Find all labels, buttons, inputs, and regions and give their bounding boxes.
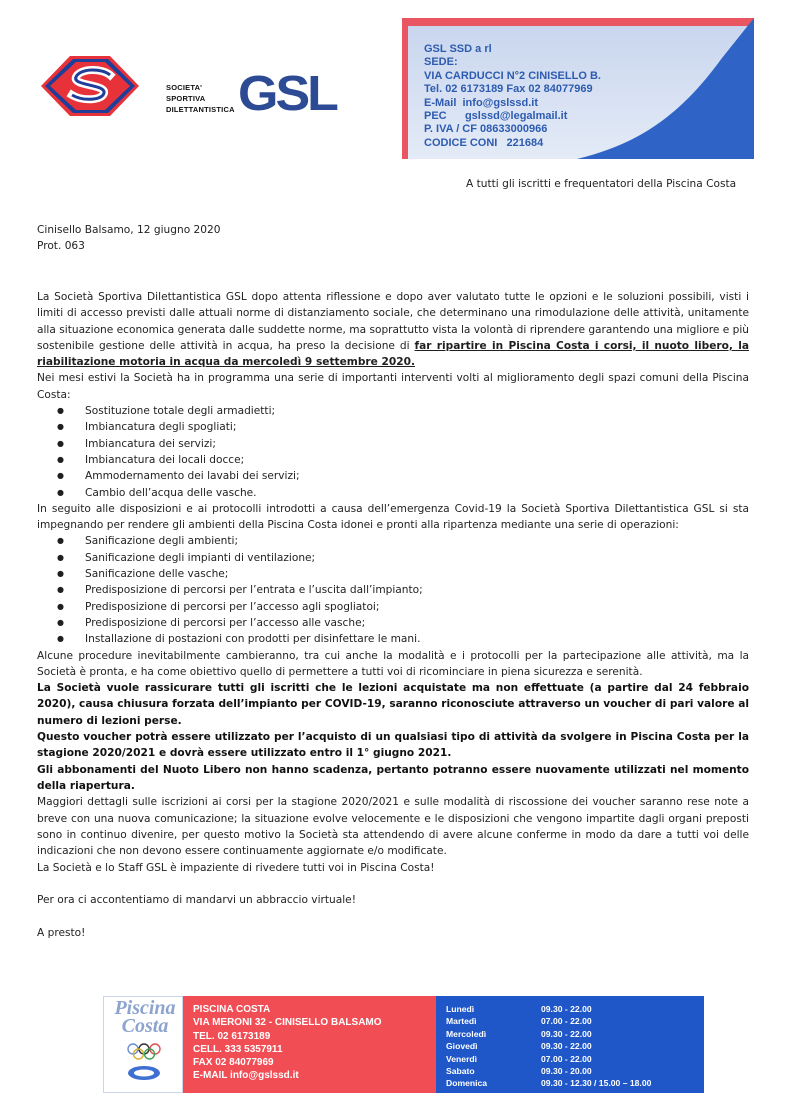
paragraph-more-details: Maggiori dettagli sulle iscrizioni ai corsi per la stagione 2020/2021 e sulle modalità di riscossione dei voucher saranno rese note a breve con una nuova comunicazione; la situazione evolve velocemente e le disposizioni che vengono impartite dagli organi preposti sono in continuo divenire, per questo motivo la Società sta attendendo di avere alcune conferme in modo da dare a tutti voi delle indicazioni che non devono essere continuamente aggiornate e/o modificate.	[37, 796, 749, 858]
hours-row: Sabato 09.30 - 20.00	[446, 1066, 592, 1077]
list-item: ● Sanificazione degli impianti di ventilazione;	[57, 550, 749, 566]
hours-row: Venerdì 07.00 - 22.00	[446, 1053, 592, 1064]
list-item: ● Imbiancatura dei locali docce;	[57, 452, 749, 468]
piscina-costa-logo-title: Piscina Costa	[114, 997, 176, 1037]
list-item: ● Cambio dell’acqua delle vasche.	[57, 485, 749, 501]
footer	[103, 996, 704, 1093]
company-name: GSL SSD a rl	[424, 43, 492, 55]
company-email: E-Mail info@gslssd.it	[424, 96, 539, 109]
company-info-text	[424, 43, 601, 150]
sanitization-list	[57, 533, 749, 647]
closing-line-3: A presto!	[37, 927, 86, 939]
footer-hours-panel	[436, 996, 704, 1093]
company-address: VIA CARDUCCI N°2 CINISELLO B.	[424, 69, 601, 82]
gsl-s-logo-icon	[40, 55, 140, 117]
closing-line-1: La Società e lo Staff GSL è impaziente di rivedere tutti voi in Piscina Costa!	[37, 862, 435, 874]
list-item: ● Predisposizione di percorsi per l’entrata e l’uscita dall’impianto;	[57, 582, 749, 598]
addressee: A tutti gli iscritti e frequentatori della Piscina Costa	[466, 178, 737, 190]
paragraph-summer-works: Nei mesi estivi la Società ha in programma una serie di importanti interventi volti al miglioramento degli spazi comuni della Piscina Costa:	[37, 372, 749, 401]
list-item: ● Ammodernamento dei lavabi dei servizi;	[57, 468, 749, 484]
hours-row: Lunedì 09.30 - 22.00	[446, 1004, 592, 1014]
list-item: ● Imbiancatura dei servizi;	[57, 436, 749, 452]
gsl-wordmark-logo: GSL	[238, 66, 336, 122]
hours-row: Domenica 09.30 - 12.30 / 15.00 – 18.00	[446, 1078, 652, 1089]
company-phone: Tel. 02 6173189 Fax 02 84077969	[424, 83, 593, 96]
pool-phone: TEL. 02 6173189	[193, 1030, 271, 1042]
hours-row: Martedì 07.00 - 22.00	[446, 1016, 592, 1027]
list-item: ● Sanificazione degli ambienti;	[57, 533, 749, 549]
paragraph-free-swim: Gli abbonamenti del Nuoto Libero non hanno scadenza, pertanto potranno essere nuovamente utilizzati nel momento della riapertura.	[37, 763, 749, 792]
hours-row: Giovedì 09.30 - 22.00	[446, 1041, 592, 1052]
company-seat-label: SEDE:	[424, 56, 458, 69]
pool-mobile: CELL. 333 5357911	[193, 1043, 283, 1055]
summer-works-list	[57, 403, 749, 501]
piscina-costa-logo	[103, 996, 183, 1093]
paragraph-voucher: La Società vuole rassicurare tutti gli iscritti che le lezioni acquistate ma non effettuate (a partire dal 24 febbraio 2020), causa chiusura forzata dell’impianto per COVID-19, saranno riconosciute attraverso un voucher di pari valore al numero di lezioni perse.	[37, 682, 749, 727]
list-item: ● Predisposizione di percorsi per l’accesso alle vasche;	[57, 615, 749, 631]
list-item: ● Imbiancatura degli spogliati;	[57, 419, 749, 435]
company-pec: PEC gslssd@legalmail.it	[424, 110, 568, 123]
list-item: ● Sanificazione delle vasche;	[57, 566, 749, 582]
closing-line-2: Per ora ci accontentiamo di mandarvi un abbraccio virtuale!	[37, 894, 356, 906]
letter-body	[37, 289, 749, 859]
company-coni-code: CODICE CONI 221684	[424, 136, 544, 149]
list-item: ● Sostituzione totale degli armadietti;	[57, 403, 749, 419]
olympic-rings-icon	[126, 1041, 162, 1089]
place-date: Cinisello Balsamo, 12 giugno 2020	[37, 224, 221, 236]
company-vat: P. IVA / CF 08633000966	[424, 123, 548, 136]
list-item: ● Predisposizione di percorsi per l’accesso agli spogliatoi;	[57, 599, 749, 615]
pool-name: PISCINA COSTA	[193, 1004, 271, 1015]
hours-row: Mercoledì 09.30 - 22.00	[446, 1028, 592, 1039]
paragraph-voucher-usage: Questo voucher potrà essere utilizzato per l’acquisto di un qualsiasi tipo di attività da svolgere in Piscina Costa per la stagione 2020/2021 e dovrà essere utilizzato entro il 1° giugno 2021.	[37, 731, 749, 760]
list-item: ● Installazione di postazioni con prodotti per disinfettare le mani.	[57, 631, 749, 647]
paragraph-procedures: Alcune procedure inevitabilmente cambieranno, tra cui anche la modalità e i protocolli per la partecipazione alle attività, ma la Società è pronta, e ha come obiettivo quello di permettere a tutti voi di ricominciare in piena sicurezza e serenità.	[37, 649, 749, 678]
footer-contact-panel	[183, 996, 436, 1093]
reopening-announcement: far ripartire in Piscina Costa i corsi, il nuoto libero, la riabilitazione motoria in acqua da mercoledì 9 settembre 2020.	[37, 339, 749, 369]
paragraph-covid-protocols: In seguito alle disposizioni e ai protocolli introdotti a causa dell’emergenza Covid-19 la Società Sportiva Dilettantistica GSL si sta impegnando per rendere gli ambienti della Piscina Costa idonei e pronti alla ripartenza mediante una serie di operazioni:	[37, 502, 749, 532]
paragraph-decision: La Società Sportiva Dilettantistica GSL dopo attenta riflessione e dopo aver valutato tutte le opzioni e le soluzioni possibili, visti i limiti di accesso previsti dalle attuali norme di distanziamento sociale, che determinano una rimodulazione delle attività, unitamente alla situazione economica generata dalle suddette norme, ma soprattutto vista la volontà di riprendere garantendo una migliore e più sostenibile gestione delle attività in acqua, ha preso la decisione di far ripartire in Piscina Costa i corsi, il nuoto libero, la riabilitazione motoria in acqua da mercoledì 9 settembre 2020.	[37, 291, 749, 369]
pool-address: VIA MERONI 32 - CINISELLO BALSAMO	[193, 1017, 382, 1029]
pool-email: E-MAIL info@gslssd.it	[193, 1070, 299, 1082]
opening-hours	[446, 1003, 651, 1090]
protocol-number: Prot. 063	[37, 240, 85, 252]
society-type-label: SOCIETA' SPORTIVA DILETTANTISTICA	[166, 83, 235, 114]
pool-fax: FAX 02 84077969	[193, 1057, 274, 1069]
